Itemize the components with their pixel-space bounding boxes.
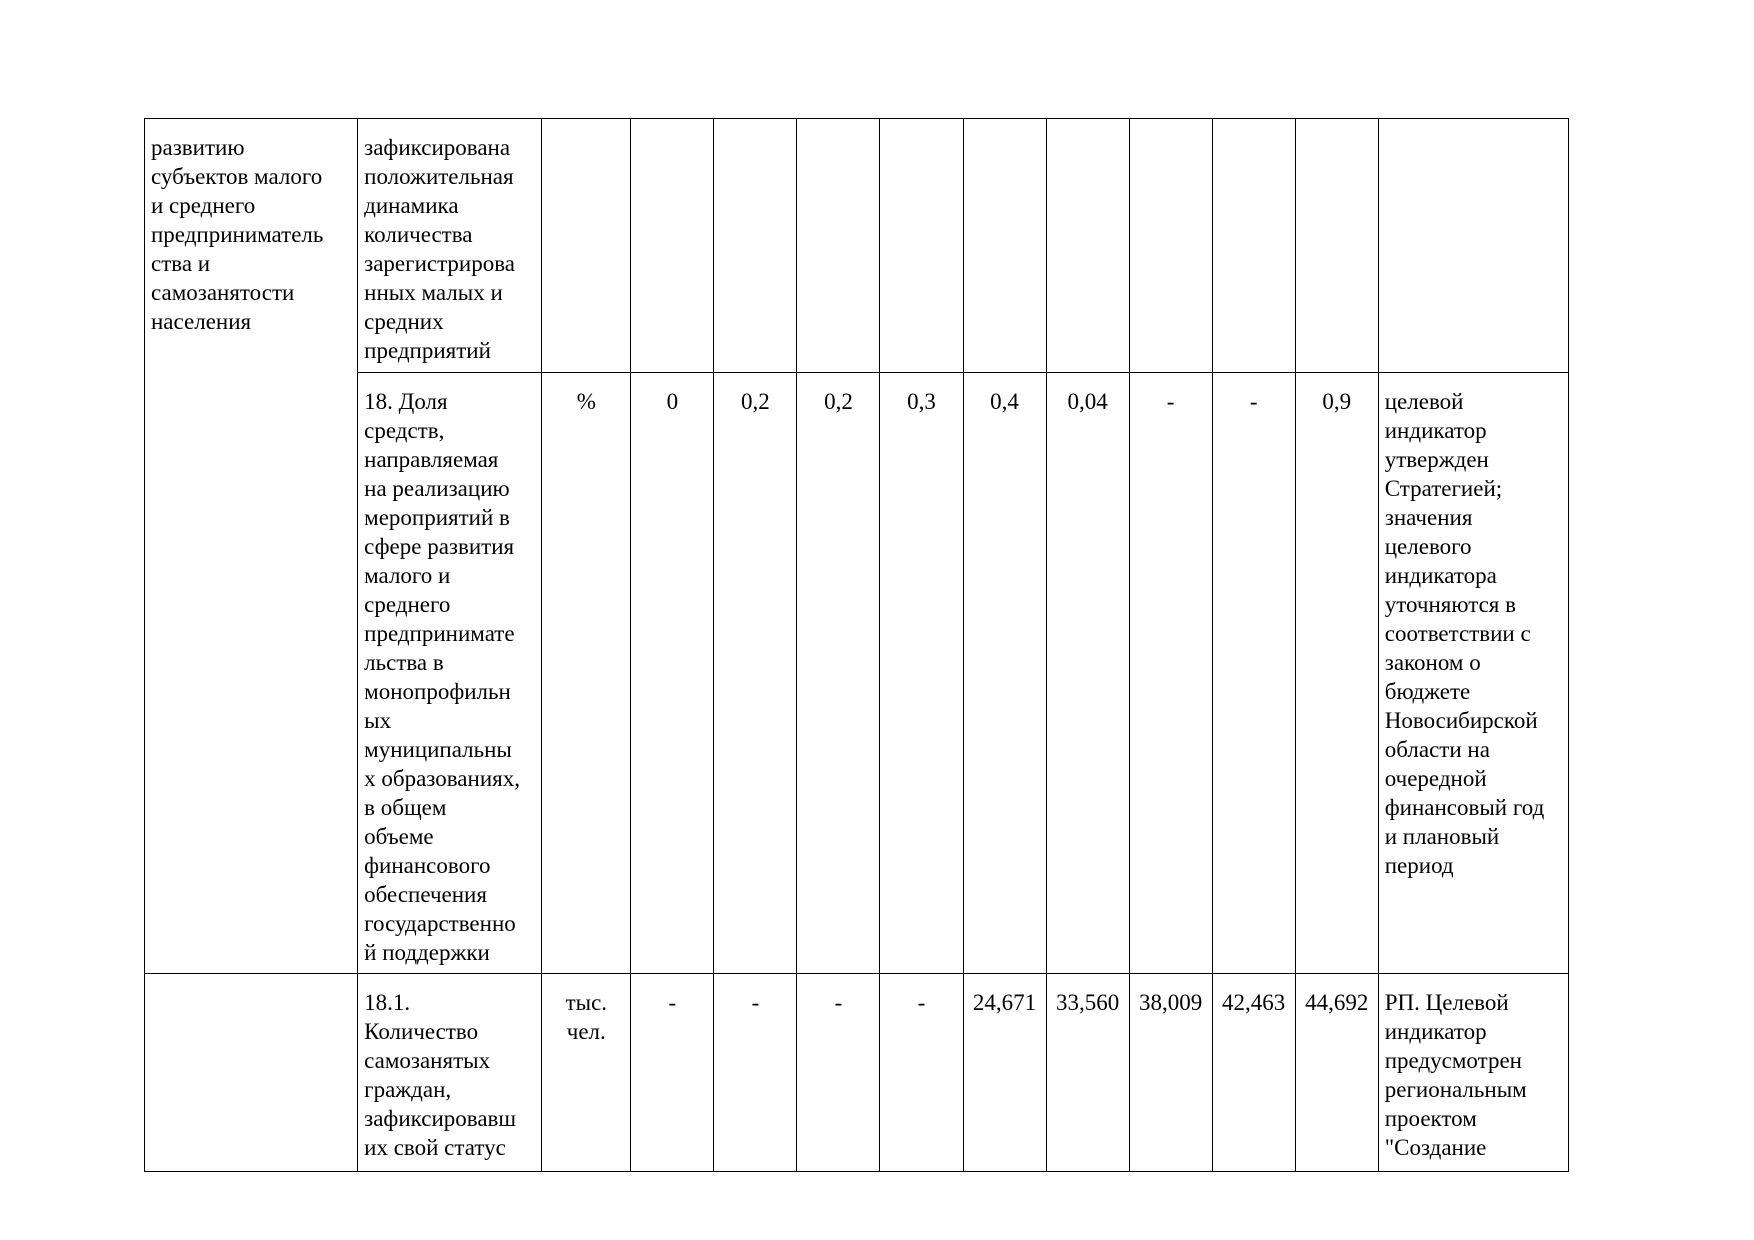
value-cell [880, 119, 963, 373]
note-cell [1378, 974, 1568, 1172]
unit-cell [542, 974, 631, 1172]
goal-line: и среднего [151, 193, 256, 218]
indicator-line: финансового [364, 853, 491, 878]
indicator-line: мероприятий в [364, 505, 510, 530]
indicator-line: среднего [364, 592, 451, 617]
value-cell: - [1212, 373, 1295, 974]
indicator-line: Количество [364, 1019, 479, 1044]
table-row [145, 373, 1569, 974]
note-line: региональным [1384, 1077, 1527, 1102]
table-row [145, 119, 1569, 373]
goal-line: самозанятости [151, 280, 295, 305]
value-cell [797, 119, 880, 373]
note-cell [1378, 119, 1568, 373]
value-cell [1046, 119, 1129, 373]
indicator-line: монопрофильн [364, 679, 511, 704]
table-row [145, 974, 1569, 1172]
indicator-line: объеме [364, 824, 434, 849]
note-line: значения [1384, 505, 1473, 530]
value-cell: 0,2 [797, 373, 880, 974]
value-cell: - [797, 974, 880, 1172]
indicator-line: положительная [364, 164, 514, 189]
indicator-line: предпринимате [364, 621, 515, 646]
value-cell [963, 119, 1046, 373]
note-line: Стратегией; [1384, 476, 1503, 501]
indicator-line: государственно [364, 911, 516, 936]
indicator-line: ых [364, 708, 392, 733]
goal-cell [145, 119, 358, 974]
indicator-line: льства в [364, 650, 444, 675]
value-cell: 44,692 [1295, 974, 1378, 1172]
value-cell: - [714, 974, 797, 1172]
indicator-line: нных малых и [364, 280, 503, 305]
note-line: индикатор [1384, 1019, 1487, 1044]
indicator-line: динамика [364, 193, 459, 218]
note-line: утвержден [1384, 447, 1489, 472]
value-cell [631, 119, 714, 373]
indicator-line: 18.1. [364, 990, 411, 1015]
value-cell [1212, 119, 1295, 373]
value-cell [714, 119, 797, 373]
goal-line: развитию [151, 135, 245, 160]
note-line: и плановый [1384, 824, 1500, 849]
value-cell: - [880, 974, 963, 1172]
goal-line: населения [151, 309, 252, 334]
value-cell: - [631, 974, 714, 1172]
note-cell [1378, 373, 1568, 974]
value-cell [1129, 119, 1212, 373]
note-line: РП. Целевой [1384, 990, 1509, 1015]
indicator-line: предприятий [364, 338, 491, 363]
indicator-line: средств, [364, 418, 445, 443]
indicator-line: на реализацию [364, 476, 510, 501]
indicator-line: зафиксировавш [364, 1106, 517, 1131]
goal-cell [145, 974, 358, 1172]
note-line: "Создание [1384, 1135, 1487, 1160]
indicator-line: муниципальны [364, 737, 512, 762]
note-line: соответствии с [1384, 621, 1531, 646]
indicator-line: самозанятых [364, 1048, 491, 1073]
indicator-line: зафиксирована [364, 135, 511, 160]
value-cell [1295, 119, 1378, 373]
value-cell: 38,009 [1129, 974, 1212, 1172]
indicator-line: х образованиях, [364, 766, 520, 791]
indicator-line: средних [364, 309, 444, 334]
goal-line: субъектов малого [151, 164, 323, 189]
indicator-line: направляемая [364, 447, 499, 472]
indicator-cell [358, 119, 542, 373]
note-line: целевой [1384, 389, 1464, 414]
note-line: финансовый год [1384, 795, 1545, 820]
note-line: области на [1384, 737, 1490, 762]
indicator-line: количества [364, 222, 473, 247]
note-line: уточняются в [1384, 592, 1516, 617]
value-cell: 0,3 [880, 373, 963, 974]
unit-line: тыс. [565, 990, 608, 1015]
value-cell: 0,9 [1295, 373, 1378, 974]
note-line: очередной [1384, 766, 1487, 791]
indicator-line: 18. Доля [364, 389, 448, 414]
value-cell: 33,560 [1046, 974, 1129, 1172]
note-line: проектом [1384, 1106, 1477, 1131]
indicator-cell [358, 974, 542, 1172]
value-cell: 0,2 [714, 373, 797, 974]
note-line: индикатора [1384, 563, 1497, 588]
value-cell: - [1129, 373, 1212, 974]
note-line: предусмотрен [1384, 1048, 1522, 1073]
value-cell: 24,671 [963, 974, 1046, 1172]
note-line: индикатор [1384, 418, 1487, 443]
indicator-line: граждан, [364, 1077, 452, 1102]
indicator-line: сфере развития [364, 534, 515, 559]
indicator-line: в общем [364, 795, 447, 820]
note-line: бюджете [1384, 679, 1471, 704]
note-line: целевого [1384, 534, 1472, 559]
value-cell: 0,04 [1046, 373, 1129, 974]
indicator-line: й поддержки [364, 940, 490, 965]
indicator-cell [358, 373, 542, 974]
note-line: законом о [1384, 650, 1481, 675]
note-line: Новосибирской [1384, 708, 1538, 733]
note-line: период [1384, 853, 1454, 878]
value-cell: 42,463 [1212, 974, 1295, 1172]
unit-cell: % [542, 373, 631, 974]
indicator-line: зарегистрирова [364, 251, 515, 276]
indicator-line: малого и [364, 563, 451, 588]
goal-line: предприниматель [151, 222, 324, 247]
goal-line: ства и [151, 251, 211, 276]
indicator-line: обеспечения [364, 882, 487, 907]
indicator-line: их свой статус [364, 1135, 506, 1160]
unit-cell [542, 119, 631, 373]
value-cell: 0,4 [963, 373, 1046, 974]
value-cell: 0 [631, 373, 714, 974]
unit-line: чел. [566, 1019, 606, 1044]
indicators-table [144, 118, 1569, 1172]
